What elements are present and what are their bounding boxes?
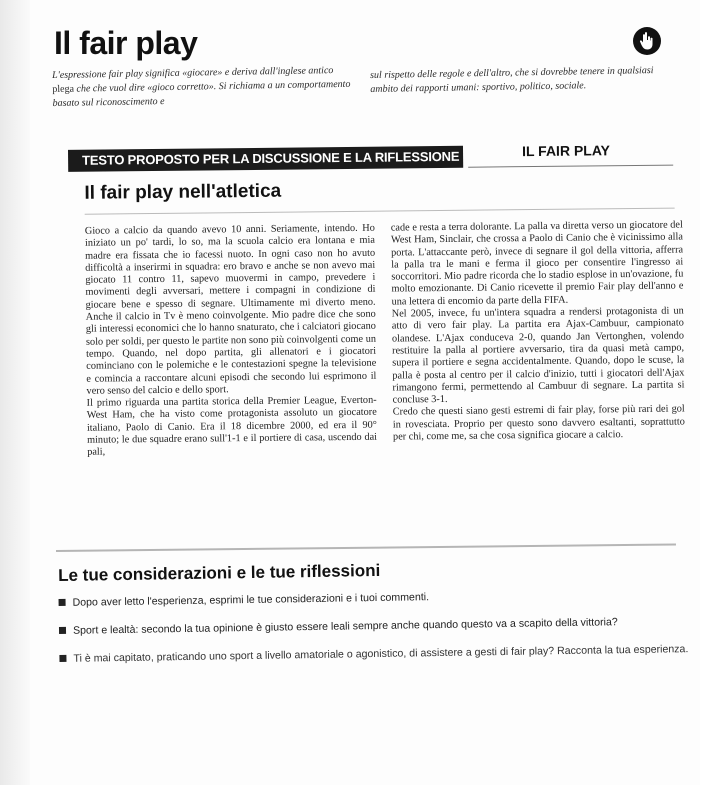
page-title: Il fair play [54,25,198,61]
question-item: Sport e lealtà: secondo la tua opinione è giusto essere leali sempre anche quando questo va a scapito della vittoria? [59,614,689,638]
considerations-section [58,556,690,680]
hand-pointer-icon [633,27,661,55]
question-item: Dopo aver letto l'esperienza, esprimi le tue considerazioni e i tuoi commenti. [58,586,688,610]
section-tag: IL FAIR PLAY [521,142,611,160]
article-column-1 [85,223,377,460]
section-tag-rule [468,165,673,168]
question-item: Ti è mai capitato, praticando uno sport a livello amatoriale o agonistico, di assistere a gesti di fair play? Racconta la tua esperienza. [59,642,689,666]
discussion-banner [68,146,463,172]
article-title-rule [85,208,675,215]
article-paragraph: Gioco a calcio da quando avevo 10 anni. Seriamente, intendo. Ho iniziato un po' tardi, lo so, ma la scuola calcio era lontana e mia madre era fissata che io facessi nuoto. In ogni caso non ho avuto difficoltà a inserirmi in squadra: ero bravo e anche se non avevo mai giocato 11 contro 11, sapevo muovermi in campo, prevedere i movimenti degli avversari, mettere i compagni in condizione di giocare bene e spesso di segnare. Ultimamente mi diverto meno. Anche il calcio in Tv è meno coinvolgente. Mio padre dice che sono gli interessi economici che lo hanno snaturato, che i calciatori giocano solo per soldi, per questo le partite non sono più coinvolgenti come un tempo. Quando, nel dopo partita, gli allenatori e i giocatori cominciano con le polemiche e le contestazioni spegne la televisione e comincia a raccontare alcuni episodi che secondo lui esprimono il vero senso del calcio e dello sport. [84,222,377,397]
article-paragraph: Il primo riguarda una partita storica della Premier League, Everton-West Ham, che ha visto come protagonista assoluto un giocatore italiano, Paolo di Canio. Era il 18 dicembre 2000, ed era il 90° minuto; le due squadre erano sull'1-1 e il portiere di casa, uscendo dai pali, [86,394,378,459]
article-paragraph: Credo che questi siano gesti estremi di fair play, forse più rari dei gol in rovesciata. Proprio per questo sono davvero esaltanti, soprattutto per chi, come me, sa che cosa significa giocare a calcio. [392,403,685,443]
banner-label: TESTO PROPOSTO PER LA DISCUSSIONE E LA RIFLESSIONE [82,148,460,168]
intro-text-column-1: L'espressione fair play significa «giocare» e deriva dall'inglese antico plega che che vuol dire «gioco corretto». Si richiama a un comportamento basato sul riconoscimento e [52,65,351,109]
square-bullet-icon [59,599,66,606]
considerations-title: Le tue considerazioni e le tue riflessioni [58,560,381,585]
article-title: Il fair play nell'atletica [84,180,282,204]
intro-highlight-word: plega [52,83,75,95]
square-bullet-icon [59,627,66,634]
article-block [60,144,684,530]
article-paragraph: cade e resta a terra dolorante. La palla va diretta verso un giocatore del West Ham, Sinclair, che crossa a Paolo di Canio che è vicinissimo alla porta. L'attaccante però, invece di segnare il gol della vittoria, afferra la palla tra le mani e ferma il gioco per consentire l'ingresso ai soccorritori. Mio padre ricorda che lo stadio esplose in un'ovazione, fu molto emozionante. Di Canio ricevette il premio Fair play dell'anno e una lettera di encomio da parte della FIFA. [390,219,684,308]
article-column-2 [391,219,685,443]
square-bullet-icon [59,655,66,662]
intro-text-column-2: sul rispetto delle regole e dell'altro, che si dovrebbe tenere in qualsiasi ambito dei rapporti umani: sportivo, politico, sociale. [370,65,654,95]
article-paragraph: Nel 2005, invece, fu un'intera squadra a rendersi protagonista di un atto di vero fair play. La partita era Ajax-Cambuur, campionato olandese. L'Ajax conduceva 2-0, quando Jan Vertonghen, volendo restituire la palla al portiere avversario, tira da quasi metà campo, supera il portiere e segna accidentalmente. Quando, dopo le scuse, la palla è posta al centro per il calcio d'inizio, tutti i giocatori dell'Ajax rimangono fermi, permettendo al Cambuur di segnare. La partita si concluse 3-1. [391,305,685,406]
